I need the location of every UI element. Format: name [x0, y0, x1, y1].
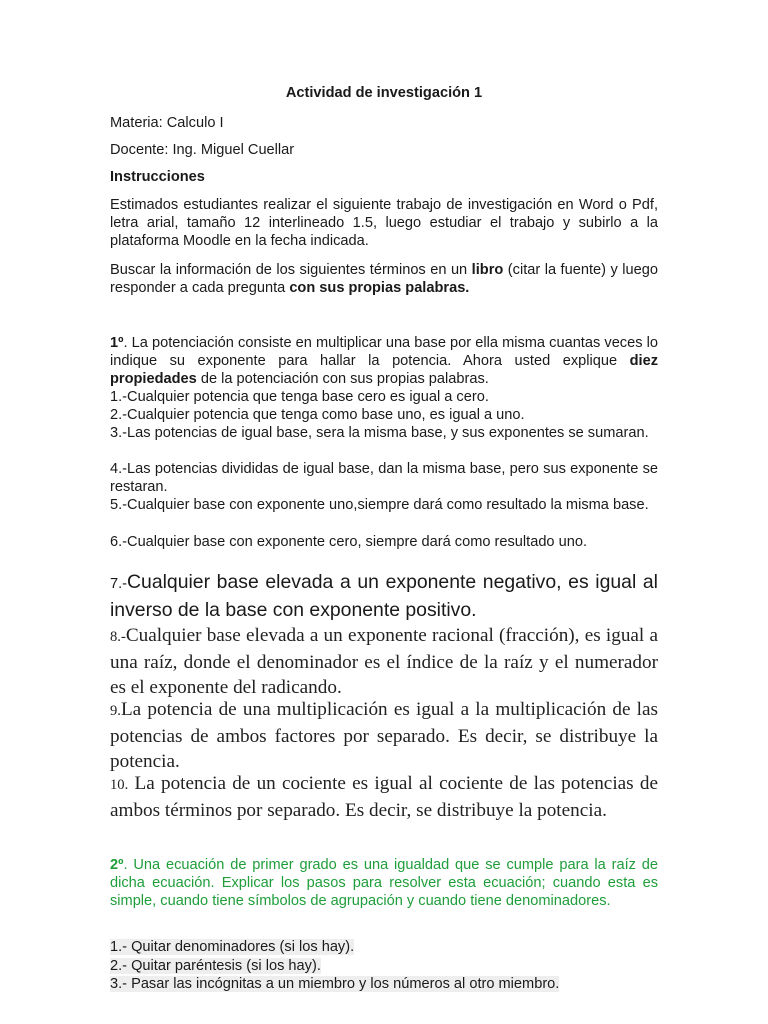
step-item-1-text: 1.- Quitar denominadores (si los hay).: [110, 939, 355, 955]
property-item-7-number: 7.-: [110, 576, 128, 592]
search-text-b: (citar la fuente) y luego responder a cada pregunta: [110, 262, 658, 296]
search-text-a: Buscar la información de los siguientes términos en un: [110, 262, 472, 278]
property-item-9-text: La potencia de una multiplicación es igual a la multiplicación de las potencias de ambos factores por separado. Es decir, se distribuye la potencia.: [110, 699, 658, 772]
question-1-number: 1º: [110, 335, 124, 351]
question-1-bold: diez propiedades: [110, 353, 658, 387]
property-item-8: [110, 623, 658, 700]
property-item-5: 5.-Cualquier base con exponente uno,siempre dará como resultado la misma base.: [110, 497, 649, 513]
question-2-text: . Una ecuación de primer grado es una igualdad que se cumple para la raíz de dicha ecuación. Explicar los pasos para resolver esta ecuación; cuando esta es simple, cuando tiene símbolos de agrupación y cuando tiene denominadores.: [110, 857, 658, 909]
step-item-1: [110, 938, 354, 956]
property-item-6: 6.-Cualquier base con exponente cero, siempre dará como resultado uno.: [110, 534, 588, 550]
question-2-paragraph: [110, 856, 658, 910]
property-item-8-number: 8.-: [110, 629, 126, 645]
property-item-9-number: 9.: [110, 703, 121, 719]
instructions-heading: Instrucciones: [110, 169, 205, 185]
search-text-bold: con sus propias palabras.: [289, 280, 470, 296]
document-title: Actividad de investigación 1: [285, 85, 483, 101]
question-1-text-a: . La potenciación consiste en multiplicar una base por ella misma cuantas veces lo indique su exponente para hallar la potencia. Ahora usted explique: [110, 335, 658, 369]
property-item-1: 1.-Cualquier potencia que tenga base cero es igual a cero.: [110, 389, 489, 405]
step-item-3: [110, 975, 559, 993]
step-item-2: [110, 957, 321, 975]
property-item-10-number: 10.: [110, 777, 129, 793]
search-instructions-paragraph: [110, 261, 658, 297]
materia-line: Materia: Calculo I: [110, 115, 224, 131]
step-item-2-text: 2.- Quitar paréntesis (si los hay).: [110, 958, 321, 974]
property-item-7-text: Cualquier base elevada a un exponente negativo, es igual al inverso de la base con exponente positivo.: [110, 571, 658, 621]
question-1-paragraph: [110, 334, 658, 388]
property-item-3: 3.-Las potencias de igual base, sera la misma base, y sus exponentes se sumaran.: [110, 425, 649, 441]
question-2-number: 2º: [110, 857, 124, 873]
question-1-text-b: de la potenciación con sus propias palabras.: [196, 371, 489, 387]
step-item-3-text: 3.- Pasar las incógnitas a un miembro y los números al otro miembro.: [110, 976, 560, 992]
property-item-7: [110, 569, 658, 623]
property-item-10: [110, 771, 658, 823]
instructions-paragraph: Estimados estudiantes realizar el siguiente trabajo de investigación en Word o Pdf, letra arial, tamaño 12 interlineado 1.5, luego estudiar el trabajo y subirlo a la plataforma Moodle en la fecha indicada.: [110, 197, 658, 249]
property-item-10-text: La potencia de un cociente es igual al cociente de las potencias de ambos términos por separado. Es decir, se distribuye la potencia.: [110, 773, 658, 821]
property-item-4: 4.-Las potencias divididas de igual base, dan la misma base, pero sus exponente se restaran.: [110, 461, 658, 495]
property-item-9: [110, 697, 658, 774]
property-item-8-text: Cualquier base elevada a un exponente racional (fracción), es igual a una raíz, donde el denominador es el índice de la raíz y el numerador es el exponente del radicando.: [110, 625, 658, 698]
docente-line: Docente: Ing. Miguel Cuellar: [110, 142, 295, 158]
search-text-libro: libro: [471, 262, 504, 278]
property-item-2: 2.-Cualquier potencia que tenga como base uno, es igual a uno.: [110, 407, 525, 423]
